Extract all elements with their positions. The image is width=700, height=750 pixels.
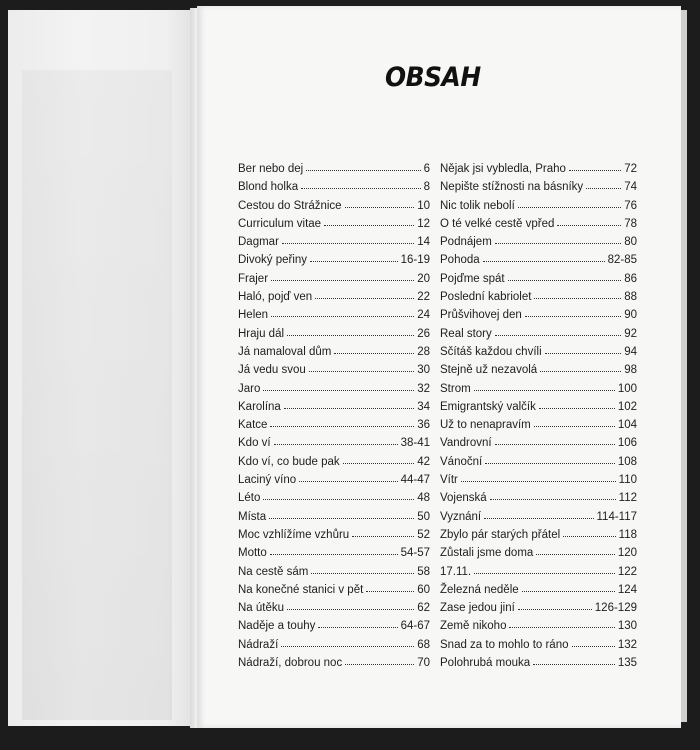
entry-title: Nádraží (238, 638, 279, 651)
entry-page-number: 10 (417, 199, 430, 212)
toc-entry (440, 489, 637, 507)
entry-page-number: 126-129 (594, 602, 637, 615)
entry-page-number: 64-67 (400, 620, 430, 633)
entry-page-number: 120 (617, 547, 637, 560)
dot-leader (563, 536, 615, 537)
toc-entry (440, 416, 637, 434)
dot-leader (274, 444, 398, 445)
entry-page-number: 106 (617, 437, 637, 450)
entry-page-number: 92 (624, 327, 637, 340)
toc-entry (440, 471, 637, 489)
toc-entry (238, 178, 430, 196)
entry-page-number: 60 (417, 583, 430, 596)
entry-page-number: 78 (624, 217, 637, 230)
entry-page-number: 28 (417, 345, 430, 358)
entry-title: O té velké cestě vpřed (440, 217, 555, 230)
toc-entry (238, 581, 430, 599)
entry-title: Cestou do Strážnice (238, 199, 342, 212)
entry-title: Strom (440, 382, 471, 395)
dot-leader (484, 518, 593, 519)
entry-title: Sčítáš každou chvíli (440, 345, 542, 358)
entry-page-number: 12 (417, 217, 430, 230)
entry-page-number: 104 (617, 419, 637, 432)
toc-entry (440, 453, 637, 471)
toc-entry (238, 325, 430, 343)
entry-title: Zase jedou jiní (440, 602, 515, 615)
dot-leader (509, 627, 614, 628)
toc-entry (440, 398, 637, 416)
entry-title: Haló, pojď ven (238, 291, 313, 304)
dot-leader (536, 554, 615, 555)
dot-leader (284, 408, 414, 409)
page-edge (681, 10, 687, 722)
dot-leader (572, 646, 615, 647)
toc-entry (440, 306, 637, 324)
entry-title: Emigrantský valčík (440, 400, 536, 413)
toc-entry (440, 380, 637, 398)
toc-entry (238, 489, 430, 507)
dot-leader (518, 609, 592, 610)
entry-title: Pohoda (440, 254, 480, 267)
entry-title: Léto (238, 492, 261, 505)
entry-title: Nepište stížnosti na básníky (440, 181, 584, 194)
entry-title: Curriculum vitae (238, 217, 322, 230)
toc-entry (440, 508, 637, 526)
toc-entry (238, 654, 430, 672)
entry-page-number: 80 (624, 236, 637, 249)
toc-entry (238, 197, 430, 215)
dot-leader (299, 481, 397, 482)
dot-leader (495, 335, 621, 336)
entry-title: Vandrovní (440, 437, 492, 450)
toc-entry (238, 416, 430, 434)
dot-leader (287, 609, 414, 610)
entry-title: Moc vzhlížíme vzhůru (238, 528, 350, 541)
entry-page-number: 48 (417, 492, 430, 505)
entry-page-number: 108 (617, 455, 637, 468)
entry-page-number: 70 (417, 657, 430, 670)
toc-entry (238, 380, 430, 398)
entry-title: Naděje a touhy (238, 620, 316, 633)
dot-leader (557, 225, 621, 226)
dot-leader (269, 518, 414, 519)
entry-title: 17.11. (440, 565, 472, 578)
left-page-shading (22, 70, 172, 720)
toc-entry (238, 434, 430, 452)
toc-entry (440, 563, 637, 581)
entry-title: Blond holka (238, 181, 299, 194)
dot-leader (533, 664, 615, 665)
dot-leader (270, 554, 398, 555)
toc-entry (238, 361, 430, 379)
entry-title: Pojďme spát (440, 272, 505, 285)
entry-title: Železná neděle (440, 583, 519, 596)
entry-page-number: 16-19 (400, 254, 430, 267)
dot-leader (318, 627, 397, 628)
toc-entry (238, 563, 430, 581)
toc-entry (440, 288, 637, 306)
entry-title: Polohrubá mouka (440, 657, 531, 670)
left-page (8, 10, 193, 726)
entry-page-number: 6 (423, 163, 430, 175)
dot-leader (534, 426, 615, 427)
page-title: OBSAH (385, 62, 481, 93)
entry-page-number: 44-47 (400, 474, 430, 487)
dot-leader (306, 170, 420, 171)
toc-left-column (238, 160, 430, 672)
dot-leader (310, 261, 398, 262)
dot-leader (263, 390, 414, 391)
dot-leader (483, 261, 605, 262)
entry-page-number: 38-41 (400, 437, 430, 450)
entry-title: Dagmar (238, 236, 279, 249)
entry-title: Nějak jsi vybledla, Praho (440, 163, 566, 175)
entry-page-number: 20 (417, 272, 430, 285)
entry-title: Motto (238, 547, 267, 560)
entry-page-number: 130 (617, 620, 637, 633)
toc-entry (440, 325, 637, 343)
entry-title: Na útěku (238, 602, 285, 615)
dot-leader (315, 298, 414, 299)
dot-leader (525, 316, 621, 317)
toc-entry (440, 270, 637, 288)
toc-entry (440, 215, 637, 233)
toc-entry (238, 160, 430, 178)
entry-page-number: 50 (417, 510, 430, 523)
dot-leader (522, 591, 615, 592)
dot-leader (270, 426, 414, 427)
entry-title: Hraju dál (238, 327, 285, 340)
toc-entry (238, 599, 430, 617)
entry-title: Zbylo pár starých přátel (440, 528, 561, 541)
toc-entry (238, 233, 430, 251)
toc-entry (440, 654, 637, 672)
dot-leader (345, 664, 414, 665)
entry-page-number: 86 (624, 272, 637, 285)
toc-entry (238, 526, 430, 544)
entry-title: Kdo ví (238, 437, 271, 450)
entry-page-number: 34 (417, 400, 430, 413)
dot-leader (334, 353, 414, 354)
toc-entry (440, 599, 637, 617)
toc-entry (238, 471, 430, 489)
toc-entry (238, 306, 430, 324)
entry-page-number: 114-117 (596, 510, 637, 523)
entry-title: Vojenská (440, 492, 487, 505)
toc-entry (238, 251, 430, 269)
dot-leader (263, 499, 414, 500)
entry-title: Vítr (440, 474, 458, 487)
entry-page-number: 24 (417, 309, 430, 322)
dot-leader (485, 463, 615, 464)
toc-entry (440, 434, 637, 452)
dot-leader (539, 408, 615, 409)
entry-title: Místa (238, 510, 267, 523)
entry-page-number: 42 (417, 455, 430, 468)
dot-leader (490, 499, 616, 500)
toc-entry (238, 398, 430, 416)
entry-page-number: 30 (417, 364, 430, 377)
entry-page-number: 100 (617, 382, 637, 395)
dot-leader (495, 243, 621, 244)
entry-page-number: 82-85 (607, 254, 637, 267)
dot-leader (343, 463, 415, 464)
dot-leader (534, 298, 621, 299)
toc-entry (440, 361, 637, 379)
entry-title: Stejně už nezavolá (440, 364, 538, 377)
dot-leader (569, 170, 621, 171)
entry-title: Snad za to mohlo to ráno (440, 638, 569, 651)
dot-leader (366, 591, 414, 592)
toc-entry (238, 215, 430, 233)
toc-entry (440, 544, 637, 562)
entry-title: Divoký peřiny (238, 254, 308, 267)
dot-leader (474, 390, 615, 391)
toc-right-column (440, 160, 637, 672)
entry-page-number: 132 (617, 638, 637, 651)
toc-entry (238, 508, 430, 526)
toc-entry (238, 270, 430, 288)
entry-title: Vyznání (440, 510, 482, 523)
dot-leader (518, 207, 621, 208)
dot-leader (309, 371, 414, 372)
entry-title: Podnájem (440, 236, 492, 249)
entry-page-number: 72 (624, 163, 637, 175)
toc-entry (440, 197, 637, 215)
entry-title: Průšvihovej den (440, 309, 522, 322)
entry-page-number: 8 (423, 181, 430, 194)
dot-leader (545, 353, 622, 354)
entry-title: Já vedu svou (238, 364, 306, 377)
entry-page-number: 58 (417, 565, 430, 578)
entry-page-number: 112 (618, 492, 637, 505)
toc-entry (238, 453, 430, 471)
entry-title: Frajer (238, 272, 269, 285)
toc-entry (238, 343, 430, 361)
dot-leader (586, 188, 621, 189)
entry-page-number: 22 (417, 291, 430, 304)
entry-page-number: 88 (624, 291, 637, 304)
entry-page-number: 52 (417, 528, 430, 541)
entry-title: Nádraží, dobrou noc (238, 657, 343, 670)
dot-leader (508, 280, 622, 281)
dot-leader (301, 188, 420, 189)
entry-title: Real story (440, 327, 492, 340)
entry-page-number: 98 (624, 364, 637, 377)
entry-title: Už to nenapravím (440, 419, 531, 432)
entry-page-number: 74 (624, 181, 637, 194)
entry-title: Helen (238, 309, 269, 322)
dot-leader (540, 371, 621, 372)
toc-entry (440, 233, 637, 251)
dot-leader (324, 225, 414, 226)
entry-title: Na cestě sám (238, 565, 309, 578)
entry-title: Jaro (238, 382, 261, 395)
entry-page-number: 102 (617, 400, 637, 413)
dot-leader (345, 207, 415, 208)
dot-leader (352, 536, 414, 537)
dot-leader (282, 243, 414, 244)
toc-entry (440, 636, 637, 654)
toc-entry (440, 178, 637, 196)
entry-title: Karolína (238, 400, 281, 413)
entry-page-number: 94 (624, 345, 637, 358)
entry-title: Já namaloval dům (238, 345, 332, 358)
dot-leader (281, 646, 414, 647)
entry-page-number: 54-57 (400, 547, 430, 560)
entry-page-number: 118 (618, 528, 637, 541)
entry-title: Zůstali jsme doma (440, 547, 534, 560)
toc-entry (238, 288, 430, 306)
entry-title: Země nikoho (440, 620, 507, 633)
entry-title: Kdo ví, co bude pak (238, 455, 340, 468)
entry-title: Katce (238, 419, 268, 432)
entry-title: Poslední kabriolet (440, 291, 532, 304)
entry-title: Ber nebo dej (238, 163, 304, 175)
entry-title: Na konečné stanici v pět (238, 583, 364, 596)
toc-entry (440, 526, 637, 544)
entry-page-number: 135 (617, 657, 637, 670)
toc-entry (440, 581, 637, 599)
entry-page-number: 32 (417, 382, 430, 395)
dot-leader (271, 316, 414, 317)
entry-title: Nic tolik nebolí (440, 199, 515, 212)
dot-leader (271, 280, 414, 281)
dot-leader (311, 573, 414, 574)
toc-entry (440, 617, 637, 635)
entry-page-number: 76 (624, 199, 637, 212)
dot-leader (461, 481, 616, 482)
entry-page-number: 124 (617, 583, 637, 596)
toc-entry (238, 544, 430, 562)
toc-entry (440, 160, 637, 178)
dot-leader (495, 444, 615, 445)
entry-page-number: 62 (417, 602, 430, 615)
entry-page-number: 90 (624, 309, 637, 322)
entry-page-number: 110 (618, 474, 637, 487)
toc-entry (238, 617, 430, 635)
entry-title: Laciný víno (238, 474, 297, 487)
entry-title: Vánoční (440, 455, 483, 468)
entry-page-number: 14 (417, 236, 430, 249)
toc-entry (238, 636, 430, 654)
dot-leader (474, 573, 615, 574)
entry-page-number: 26 (417, 327, 430, 340)
entry-page-number: 122 (617, 565, 637, 578)
entry-page-number: 36 (417, 419, 430, 432)
toc-entry (440, 251, 637, 269)
entry-page-number: 68 (417, 638, 430, 651)
toc-entry (440, 343, 637, 361)
dot-leader (287, 335, 414, 336)
